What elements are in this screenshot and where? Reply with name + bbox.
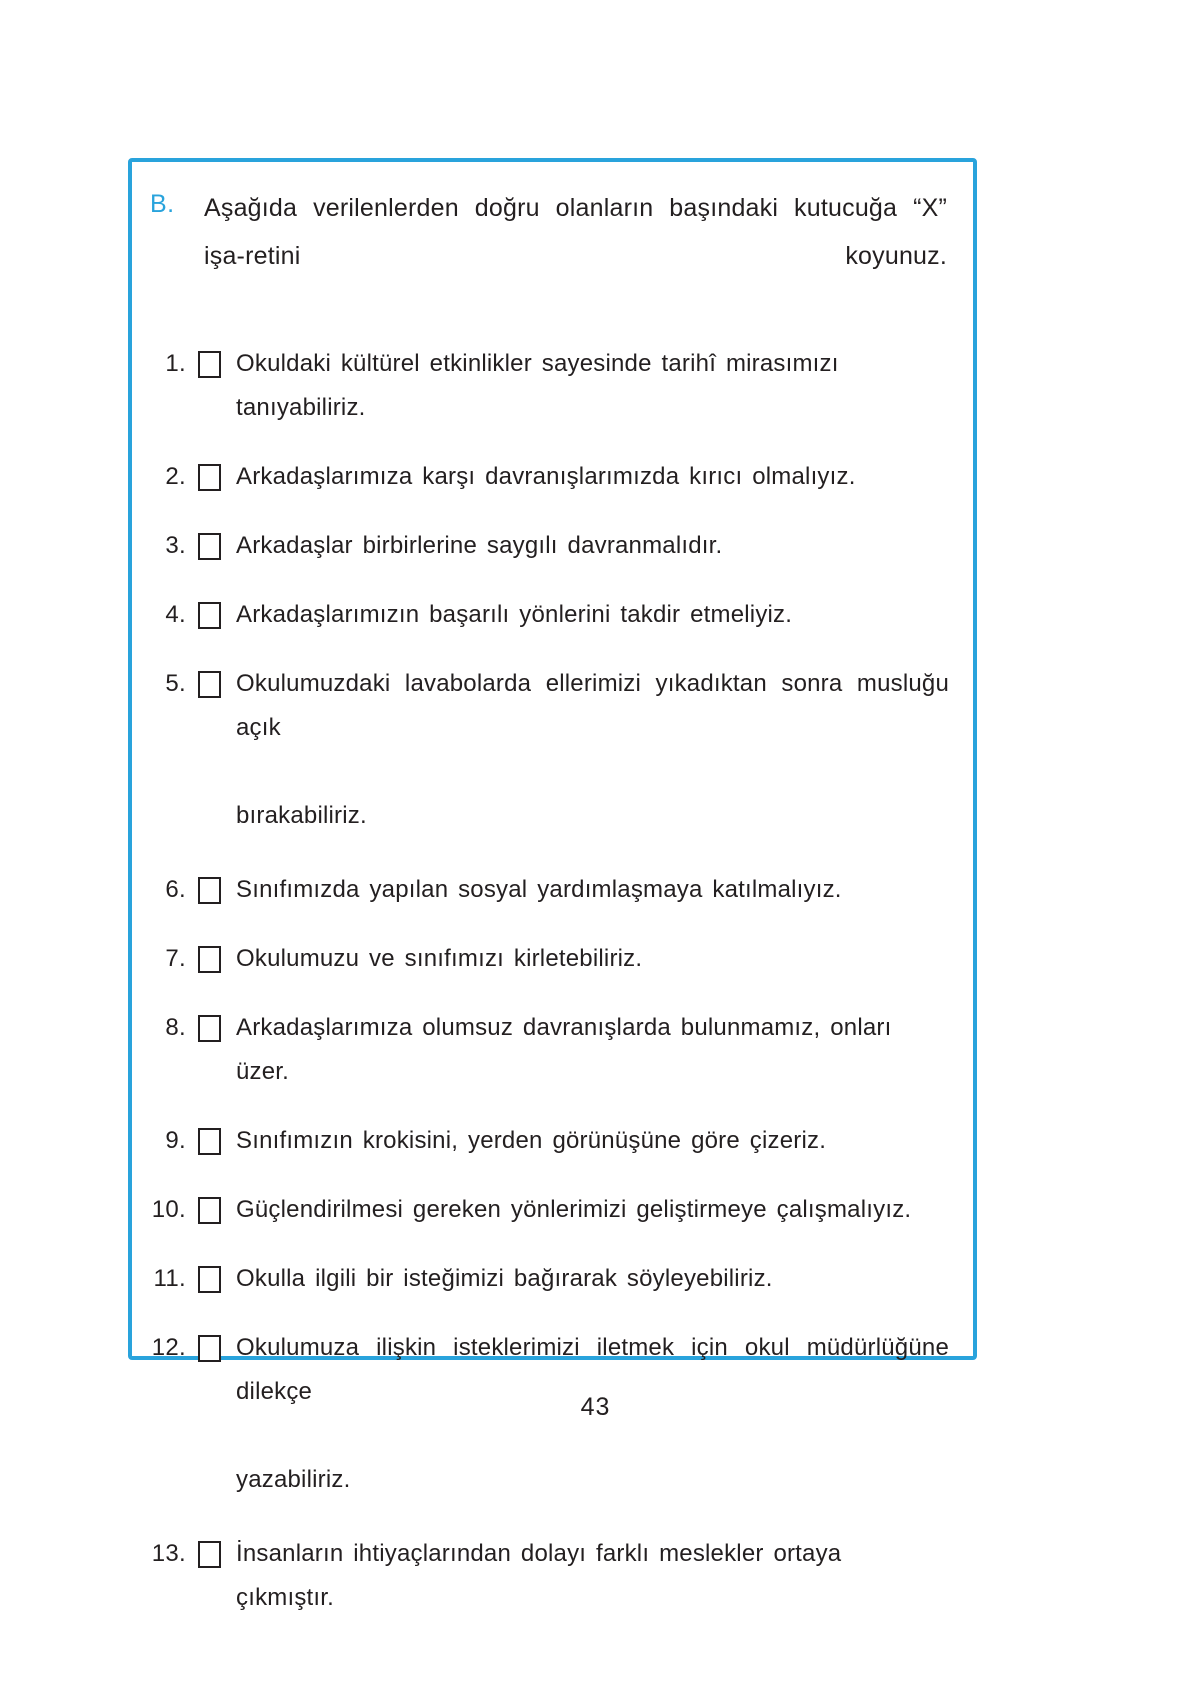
item-number: 7. bbox=[165, 945, 186, 972]
list-item[interactable] bbox=[150, 662, 949, 838]
list-item[interactable] bbox=[150, 1188, 949, 1232]
item-checkbox-cell[interactable] bbox=[192, 937, 226, 973]
checkbox-icon[interactable] bbox=[198, 1015, 221, 1042]
list-item[interactable] bbox=[150, 937, 949, 981]
checkbox-icon[interactable] bbox=[198, 1128, 221, 1155]
item-checkbox-cell[interactable] bbox=[192, 1188, 226, 1224]
item-number: 10. bbox=[151, 1196, 186, 1223]
item-text: Okuldaki kültürel etkinlikler sayesinde tarihî mirasımızı tanıyabiliriz. bbox=[236, 350, 839, 421]
list-item[interactable] bbox=[150, 524, 949, 568]
list-item[interactable] bbox=[150, 593, 949, 637]
list-item[interactable] bbox=[150, 455, 949, 499]
item-checkbox-cell[interactable] bbox=[192, 1119, 226, 1155]
item-text: Arkadaşlarımızın başarılı yönlerini takdir etmeliyiz. bbox=[236, 601, 793, 628]
item-text: Arkadaşlarımıza karşı davranışlarımızda kırıcı olmalıyız. bbox=[236, 463, 856, 490]
item-text: İnsanların ihtiyaçlarından dolayı farklı meslekler ortaya çıkmıştır. bbox=[236, 1540, 842, 1611]
checkbox-icon[interactable] bbox=[198, 1197, 221, 1224]
checkbox-icon[interactable] bbox=[198, 464, 221, 491]
item-number: 11. bbox=[153, 1265, 186, 1292]
item-text-line1: Okulumuza ilişkin isteklerimizi iletmek için okul müdürlüğüne dilekçe bbox=[236, 1334, 949, 1405]
list-item[interactable] bbox=[150, 342, 949, 430]
item-number: 13. bbox=[151, 1540, 186, 1567]
item-text: Okulumuzu ve sınıfımızı kirletebiliriz. bbox=[236, 945, 643, 972]
checklist bbox=[150, 342, 949, 1620]
item-text: Sınıfımızın krokisini, yerden görünüşüne göre çizeriz. bbox=[236, 1127, 827, 1154]
list-item[interactable] bbox=[150, 1006, 949, 1094]
item-text: Güçlendirilmesi gereken yönlerimizi geliştirmeye çalışmalıyız. bbox=[236, 1196, 912, 1223]
list-item[interactable] bbox=[150, 1119, 949, 1163]
item-checkbox-cell[interactable] bbox=[192, 1257, 226, 1293]
checkbox-icon[interactable] bbox=[198, 877, 221, 904]
item-number: 9. bbox=[165, 1127, 186, 1154]
item-number: 2. bbox=[165, 463, 186, 490]
list-item[interactable] bbox=[150, 1532, 949, 1620]
checkbox-icon[interactable] bbox=[198, 671, 221, 698]
list-item[interactable] bbox=[150, 868, 949, 912]
item-text-line2: yazabiliriz. bbox=[236, 1466, 351, 1493]
item-number: 12. bbox=[151, 1334, 186, 1361]
item-checkbox-cell[interactable] bbox=[192, 593, 226, 629]
checkbox-icon[interactable] bbox=[198, 1266, 221, 1293]
item-number: 1. bbox=[165, 350, 186, 377]
item-text: Okulla ilgili bir isteğimizi bağırarak söyleyebiliriz. bbox=[236, 1265, 773, 1292]
item-number: 6. bbox=[165, 876, 186, 903]
checkbox-icon[interactable] bbox=[198, 1335, 221, 1362]
item-checkbox-cell[interactable] bbox=[192, 868, 226, 904]
item-checkbox-cell[interactable] bbox=[192, 342, 226, 378]
item-text-line2: bırakabiliriz. bbox=[236, 802, 367, 829]
item-text: Arkadaşlar birbirlerine saygılı davranmalıdır. bbox=[236, 532, 723, 559]
checkbox-icon[interactable] bbox=[198, 946, 221, 973]
item-number: 8. bbox=[165, 1014, 186, 1041]
checkbox-icon[interactable] bbox=[198, 533, 221, 560]
list-item[interactable] bbox=[150, 1257, 949, 1301]
item-checkbox-cell[interactable] bbox=[192, 1006, 226, 1042]
page-number: 43 bbox=[580, 1393, 611, 1421]
checkbox-icon[interactable] bbox=[198, 1541, 221, 1568]
checkbox-icon[interactable] bbox=[198, 602, 221, 629]
item-text bbox=[226, 662, 949, 838]
item-checkbox-cell[interactable] bbox=[192, 1326, 226, 1362]
instruction-text: Aşağıda verilenlerden doğru olanların başındaki kutucuğa “X” işa-retini koyunuz. bbox=[204, 194, 947, 270]
item-checkbox-cell[interactable] bbox=[192, 524, 226, 560]
item-text: Sınıfımızda yapılan sosyal yardımlaşmaya katılmalıyız. bbox=[236, 876, 842, 903]
item-checkbox-cell[interactable] bbox=[192, 1532, 226, 1568]
item-text: Arkadaşlarımıza olumsuz davranışlarda bulunmamız, onları üzer. bbox=[236, 1014, 892, 1085]
item-number: 4. bbox=[165, 601, 186, 628]
item-text-line1: Okulumuzdaki lavabolarda ellerimizi yıkadıktan sonra musluğu açık bbox=[236, 670, 949, 741]
checkbox-icon[interactable] bbox=[198, 351, 221, 378]
item-checkbox-cell[interactable] bbox=[192, 455, 226, 491]
instruction-block bbox=[150, 184, 949, 328]
item-checkbox-cell[interactable] bbox=[192, 662, 226, 698]
section-letter: B. bbox=[150, 190, 175, 218]
item-number: 3. bbox=[165, 532, 186, 559]
item-number: 5. bbox=[165, 670, 186, 697]
